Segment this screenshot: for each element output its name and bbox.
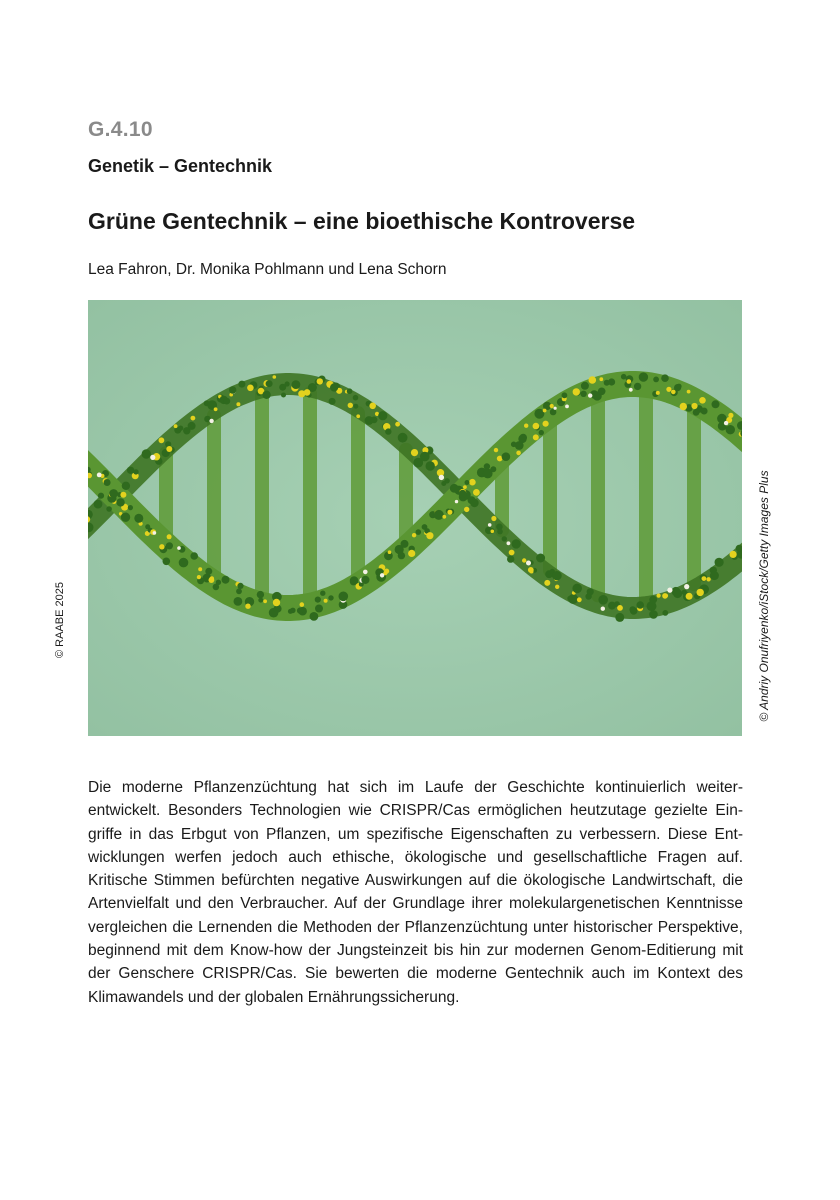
white-flower xyxy=(209,419,213,423)
white-flower xyxy=(439,475,444,480)
yellow-flower xyxy=(247,385,254,392)
leaf xyxy=(450,484,459,493)
leaf xyxy=(634,383,641,390)
image-credit: © Andriy Onufriyenko/iStock/Getty Images Plus xyxy=(757,470,771,722)
yellow-flower xyxy=(627,379,632,384)
leaf xyxy=(693,409,700,416)
leaf xyxy=(539,430,544,435)
white-flower xyxy=(526,561,531,566)
yellow-flower xyxy=(671,390,676,395)
yellow-flower xyxy=(509,550,515,556)
leaf xyxy=(320,591,325,596)
leaf xyxy=(572,584,582,594)
leaf xyxy=(234,597,243,606)
subject-heading: Genetik – Gentechnik xyxy=(88,156,273,176)
yellow-flower xyxy=(687,390,691,394)
yellow-flower xyxy=(706,577,710,581)
leaf xyxy=(512,539,521,548)
leaf xyxy=(347,388,353,394)
leaf xyxy=(178,426,183,431)
leaf xyxy=(104,479,111,486)
yellow-flower xyxy=(599,377,603,381)
leaf xyxy=(237,583,243,589)
leaf xyxy=(701,408,708,415)
leaf xyxy=(385,428,391,434)
leaf xyxy=(496,524,503,531)
yellow-flower xyxy=(469,479,476,486)
leaf xyxy=(229,386,236,393)
leaf xyxy=(163,558,171,566)
yellow-flower xyxy=(395,422,400,427)
yellow-flower xyxy=(473,489,480,496)
white-flower xyxy=(380,573,384,577)
white-flower xyxy=(150,455,155,460)
side-copyright: © RAABE 2025 xyxy=(54,582,66,658)
yellow-flower xyxy=(544,580,550,586)
leaf xyxy=(328,595,333,600)
leaf xyxy=(636,601,644,609)
authors-line: Lea Fahron, Dr. Monika Pohlmann und Lena Schorn xyxy=(88,261,447,278)
leaf xyxy=(188,422,196,430)
abstract-paragraph: Die moderne Pflanzenzüchtung hat sich im Laufe der Geschichte kontinuierlich weiterentwickelt. Besonders Technologien wie CRISPR/Cas ermöglichen heutzutage gezielte Eingriffe in das Erbgut von Pflanzen, um spezifische Eigenschaften zu verbessern. Diese Entwicklungen werfen jedoch auch ethische, ökologische und gesellschaftliche Fragen auf. Kritische Stimmen befürchten negative Auswirkungen auf die ökologische Landwirtschaft, die Artenvielfalt und den Verbraucher. Auf der Grundlage ihrer molekulargenetischen Kenntnisse vergleichen die Lernenden die Methoden der Pflanzenzüchtung unter historischer Perspektive, beginnend mit dem Know-how der Jungsteinzeit bis hin zur modernen Genom-Editierung mit der Genschere CRISPR/Cas. Sie bewerten die moderne Gentechnik auch im Kontext des Klimawandels und der globalen Ernährungssicherung. xyxy=(88,779,743,1006)
leaf xyxy=(266,380,273,387)
leaf xyxy=(426,461,435,470)
yellow-flower xyxy=(210,576,215,581)
leaf xyxy=(166,542,173,549)
yellow-flower xyxy=(263,599,267,603)
yellow-flower xyxy=(550,404,554,408)
white-flower xyxy=(588,393,592,397)
yellow-flower xyxy=(447,510,452,515)
leaf xyxy=(361,576,369,584)
leaf xyxy=(581,382,589,390)
yellow-flower xyxy=(384,569,389,574)
yellow-flower xyxy=(533,434,539,440)
leaf xyxy=(653,377,659,383)
leaf xyxy=(398,552,405,559)
leaf xyxy=(587,588,594,595)
chapter-code: G.4.10 xyxy=(88,118,153,141)
leaf xyxy=(190,552,198,560)
leaf xyxy=(258,598,263,603)
yellow-flower xyxy=(412,533,416,537)
yellow-flower xyxy=(555,585,559,589)
yellow-flower xyxy=(197,575,201,579)
yellow-flower xyxy=(442,515,446,519)
leaf xyxy=(434,510,444,520)
leaf xyxy=(502,452,511,461)
leaf xyxy=(128,505,133,510)
leaf xyxy=(262,391,270,399)
leaf xyxy=(465,480,470,485)
yellow-flower xyxy=(174,424,178,428)
helix-rung xyxy=(207,408,221,583)
yellow-flower xyxy=(198,567,202,571)
yellow-flower xyxy=(317,378,323,384)
helix-rung xyxy=(687,401,701,591)
dna-helix-graphic xyxy=(88,300,742,736)
white-flower xyxy=(177,546,181,550)
yellow-flower xyxy=(300,602,305,607)
leaf xyxy=(715,558,724,567)
leaf xyxy=(339,592,349,602)
yellow-flower xyxy=(617,605,623,611)
white-flower xyxy=(629,388,633,392)
leaf xyxy=(601,596,607,602)
yellow-flower xyxy=(408,550,415,557)
leaf xyxy=(353,404,358,409)
leaf xyxy=(353,395,359,401)
leaf xyxy=(598,388,606,396)
yellow-flower xyxy=(494,448,498,452)
leaf xyxy=(726,425,735,434)
leaf xyxy=(236,588,242,594)
leaf xyxy=(536,554,545,563)
helix-rung xyxy=(591,390,605,603)
leaf xyxy=(401,540,409,548)
leaf xyxy=(121,513,130,522)
yellow-flower xyxy=(577,597,582,602)
white-flower xyxy=(153,531,157,535)
white-flower xyxy=(455,500,458,503)
leaf xyxy=(98,493,104,499)
leaf xyxy=(94,500,103,509)
leaf xyxy=(122,482,130,490)
leaf xyxy=(179,558,189,568)
leaf xyxy=(205,568,212,575)
leaf xyxy=(223,398,230,405)
yellow-flower xyxy=(697,589,704,596)
leaf xyxy=(552,571,561,580)
leaf xyxy=(292,380,301,389)
yellow-flower xyxy=(491,516,496,521)
yellow-flower xyxy=(530,570,534,574)
leaf xyxy=(682,590,687,595)
leaf xyxy=(285,381,290,386)
leaf xyxy=(398,433,408,443)
leaf xyxy=(459,490,467,498)
page-title: Grüne Gentechnik – eine bioethische Kontroverse xyxy=(88,208,636,234)
leaf xyxy=(133,469,138,474)
leaf xyxy=(378,411,387,420)
yellow-flower xyxy=(463,485,467,489)
leaf xyxy=(615,613,624,622)
leaf xyxy=(676,384,681,389)
leaf xyxy=(712,400,720,408)
leaf xyxy=(518,435,526,443)
leaf xyxy=(649,610,658,619)
leaf xyxy=(281,393,286,398)
leaf xyxy=(315,597,321,603)
yellow-flower xyxy=(273,599,280,606)
yellow-flower xyxy=(522,558,526,562)
yellow-flower xyxy=(324,599,328,603)
leaf xyxy=(297,607,303,613)
yellow-flower xyxy=(159,437,165,443)
helix-rung xyxy=(255,387,269,605)
leaf xyxy=(562,392,568,398)
yellow-flower xyxy=(348,403,353,408)
yellow-flower xyxy=(167,534,172,539)
leaf xyxy=(710,571,719,580)
leaf xyxy=(329,398,336,405)
leaf xyxy=(238,381,245,388)
leaf xyxy=(661,374,669,382)
yellow-flower xyxy=(656,391,660,395)
yellow-flower xyxy=(730,551,737,558)
leaf xyxy=(507,555,514,562)
helix-rung xyxy=(639,385,653,607)
yellow-flower xyxy=(236,402,240,406)
leaf xyxy=(213,584,220,591)
leaf xyxy=(470,499,478,507)
yellow-flower xyxy=(533,423,540,430)
leaf xyxy=(222,576,230,584)
yellow-flower xyxy=(120,492,126,498)
leaf xyxy=(106,506,112,512)
white-flower xyxy=(363,570,368,575)
yellow-flower xyxy=(699,397,706,404)
leaf xyxy=(257,591,264,598)
leaf xyxy=(116,498,124,506)
leaf xyxy=(416,529,422,535)
yellow-flower xyxy=(245,604,250,609)
white-flower xyxy=(488,523,492,527)
leaf xyxy=(134,514,143,523)
white-flower xyxy=(97,473,102,478)
yellow-flower xyxy=(516,451,521,456)
yellow-flower xyxy=(691,403,697,409)
white-flower xyxy=(724,421,728,425)
leaf xyxy=(109,489,118,498)
white-flower xyxy=(565,405,569,409)
leaf xyxy=(484,463,490,469)
yellow-flower xyxy=(589,376,597,384)
white-flower xyxy=(554,407,557,410)
leaf xyxy=(441,481,446,486)
leaf xyxy=(371,417,378,424)
white-flower xyxy=(507,541,511,545)
yellow-flower xyxy=(728,413,733,418)
yellow-flower xyxy=(702,576,707,581)
leaf xyxy=(621,374,627,380)
yellow-flower xyxy=(657,594,661,598)
leaf xyxy=(673,589,682,598)
yellow-flower xyxy=(543,421,549,427)
leaf xyxy=(330,383,338,391)
leaf xyxy=(315,605,323,613)
yellow-flower xyxy=(166,446,172,452)
leaf xyxy=(567,596,572,601)
leaf xyxy=(290,608,296,614)
leaf xyxy=(420,452,430,462)
yellow-flower xyxy=(356,414,360,418)
white-flower xyxy=(684,584,689,589)
white-flower xyxy=(601,607,605,611)
leaf xyxy=(608,378,615,385)
leaf xyxy=(639,372,648,381)
leaf xyxy=(127,467,134,474)
yellow-flower xyxy=(680,403,687,410)
yellow-flower xyxy=(464,507,469,512)
helix-rung xyxy=(543,414,557,577)
yellow-flower xyxy=(666,387,671,392)
yellow-flower xyxy=(159,544,164,549)
yellow-flower xyxy=(214,407,218,411)
yellow-flower xyxy=(686,593,693,600)
yellow-flower xyxy=(411,449,418,456)
leaf xyxy=(310,612,319,621)
yellow-flower xyxy=(524,424,528,428)
yellow-flower xyxy=(304,389,311,396)
yellow-flower xyxy=(662,593,668,599)
yellow-flower xyxy=(491,530,495,534)
leaf xyxy=(502,536,507,541)
leaf xyxy=(629,606,636,613)
yellow-flower xyxy=(369,403,376,410)
leaf xyxy=(580,391,586,397)
leaf xyxy=(662,610,668,616)
leaf xyxy=(142,449,151,458)
yellow-flower xyxy=(191,416,196,421)
yellow-flower xyxy=(426,532,433,539)
white-flower xyxy=(667,588,672,593)
yellow-flower xyxy=(273,375,277,379)
yellow-flower xyxy=(388,550,392,554)
helix-rung xyxy=(351,406,365,586)
helix-rung xyxy=(303,386,317,606)
dna-plant-illustration xyxy=(88,300,742,736)
yellow-flower xyxy=(543,409,547,413)
leaf xyxy=(490,466,496,472)
leaf xyxy=(350,578,357,585)
yellow-flower xyxy=(573,388,580,395)
leaf xyxy=(649,596,657,604)
